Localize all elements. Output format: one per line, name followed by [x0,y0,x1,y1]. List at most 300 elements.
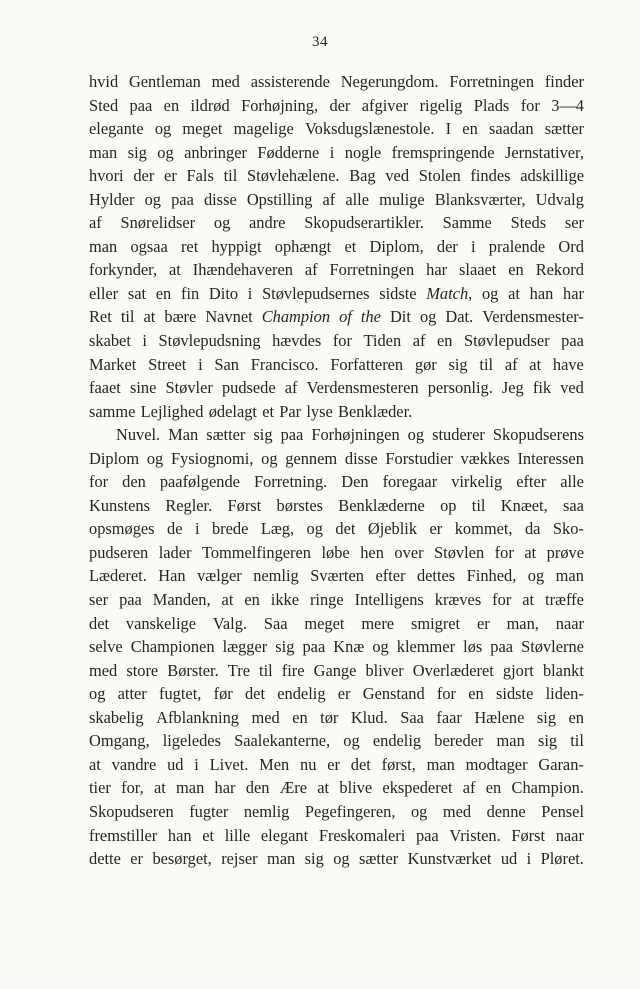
word: og [481,283,499,303]
text-line [89,211,584,235]
word: Dit [389,307,411,327]
word: mere [361,613,395,633]
word: og [144,189,161,209]
word: fin [180,283,200,303]
word: pudsede [221,378,276,398]
word: sig [536,707,557,727]
word: vanskelige [125,613,196,633]
word: der [436,236,458,256]
word: for [520,95,540,115]
word: man [176,778,205,798]
word: at [169,260,181,280]
word: the [360,307,381,327]
word: forkynder, [89,260,158,280]
word: den [122,472,146,492]
word: skabet [89,331,131,351]
word: af [284,378,298,398]
word: Ord [558,236,584,256]
word: Champion. [511,778,584,798]
word: meget [304,613,345,633]
word: er [164,166,177,186]
word: ud [500,849,518,869]
word: ret [180,236,199,256]
word: findes [470,166,511,186]
word: og [419,307,437,327]
word: Fysiognomi, [170,448,254,468]
word: hen [360,542,384,562]
word: løbe [321,542,350,562]
word: og [527,566,545,586]
word: børstes [276,495,323,515]
word: for [89,472,109,492]
word: Saa [263,613,288,633]
word: klemmer [396,637,456,657]
word: modtager [465,754,528,774]
text-line [89,117,584,141]
text-line [89,235,584,259]
text-line [89,729,584,753]
word: faar [436,707,462,727]
word: alle [560,472,584,492]
word: Interessen [517,448,584,468]
word: for [492,590,512,610]
page-number: 34 [312,34,328,50]
word: man [89,236,118,256]
word: det [89,613,110,633]
text-line [89,588,584,612]
word: Klud. [350,707,388,727]
word: dette [89,849,121,869]
word: Blanksværter, [434,189,526,209]
body-text [89,70,584,871]
word: op [440,495,457,515]
text-line [89,682,584,706]
word: Diplom, [369,236,424,256]
word: til [120,307,135,327]
word: den [245,778,270,798]
word: Stolen [418,166,461,186]
word: personlig. [427,378,493,398]
word: vælger [197,566,242,586]
word: sine [129,378,157,398]
text-line [89,659,584,683]
word: og [333,849,350,869]
word: Negerungdom. [340,72,439,91]
word: assisterende [250,72,330,91]
word: lader [158,542,192,562]
word: Først [227,495,262,515]
word: sig [448,354,468,374]
word: Knæ [333,637,365,657]
word: blive [339,778,373,798]
word: det [335,519,356,539]
word: at [317,778,330,798]
word: Forhøjning, [241,95,319,115]
word: Saa [400,707,424,727]
word: og [372,637,389,657]
text-line [89,517,584,541]
word: Forstudier [385,448,453,468]
word: et [344,236,357,256]
word: prøve [546,542,584,562]
word: skabelig [89,707,144,727]
text-line [89,141,584,165]
text-line [89,541,584,565]
word: at [522,590,535,610]
word: Benklæder. [338,401,413,421]
word: af [462,778,476,798]
word: Læg, [260,519,295,539]
word: en [436,331,453,351]
word: disse [344,448,378,468]
word: Udvalg [535,189,584,209]
word: for [494,542,514,562]
word: og [146,448,164,468]
word: pralende [488,236,546,256]
word: er [327,754,340,774]
word: foregaar [382,472,438,492]
word: fremspringende [391,142,495,162]
word: og [343,731,360,751]
word: det [244,684,266,704]
word: besørget, [152,849,212,869]
word: i [526,849,532,869]
word: af [322,189,336,209]
word: Freskomaleri [318,825,406,845]
word: Rekord [535,260,584,280]
word: man [555,566,584,586]
word: sig [304,849,324,869]
word: Livet. [209,754,249,774]
word: man [426,754,455,774]
word: efter [375,566,406,586]
word: slaaet [459,260,497,280]
text-line [89,776,584,800]
text-line [89,282,584,306]
word: Støvler [165,378,213,398]
word: Par [279,401,302,421]
word: Garan- [538,754,584,774]
word: magelige [233,119,294,139]
word: fugtet, [159,684,202,704]
word: gør [414,354,437,374]
word: sig [253,425,273,445]
word: for [332,331,352,351]
word: det [350,754,371,774]
word: et [262,401,275,421]
word: sig [275,637,295,657]
text-line [89,353,584,377]
word: sidste [379,283,417,303]
word: man [267,849,296,869]
word: Forhøjningen [311,425,400,445]
word: har [214,778,236,798]
word: af [504,354,518,374]
word: med [89,660,118,680]
word: mulige [379,189,425,209]
word: paa [490,637,514,657]
word: i [198,354,203,374]
word: Børster. [167,660,219,680]
word: nemlig [243,801,290,821]
word: Pegefingeren, [304,801,396,821]
text-line [89,753,584,777]
word: og [261,448,278,468]
word: Navnet [205,307,253,327]
word: Man [168,425,199,445]
word: en [155,283,172,303]
word: har [426,260,448,280]
word: atter [117,684,147,704]
text-line [89,70,584,94]
word: og [89,684,106,704]
word: Pløret. [540,849,584,869]
word: Han [158,566,186,586]
word: Omgang, [89,731,150,751]
word: Støvlepudsernes [262,283,370,303]
word: Regler. [165,495,213,515]
word: Overlæderet [412,660,494,680]
text-line [89,188,584,212]
word: hvid [89,72,119,91]
word: faaet [89,378,121,398]
word: Valg. [212,613,247,633]
word: til [223,166,238,186]
word: ringe [309,590,344,610]
word: Manden, [152,590,211,610]
word: bære [164,307,197,327]
word: paa [171,189,194,209]
word: rigelig [419,95,463,115]
word: at [524,542,537,562]
word: da [524,519,541,539]
word: før [213,684,233,704]
word: ligeledes [162,731,221,751]
word: der [329,95,351,115]
word: Fødderne [257,142,320,162]
word: Nuvel. [116,425,161,445]
word: er [429,519,443,539]
word: kommet, [454,519,513,539]
word: Sværten [310,566,364,586]
word: Bag [349,166,376,186]
word: ekspederet [382,778,453,798]
word: Jernstativer, [504,142,584,162]
word: at [529,354,542,374]
word: I [445,119,452,139]
word: Champion [261,307,331,327]
word: til [479,354,494,374]
word: rejser [221,849,258,869]
word: lille [224,825,251,845]
word: nu [300,754,317,774]
word: vandre [111,754,157,774]
word: paa [129,95,153,115]
word: er [337,684,351,704]
word: en [485,778,502,798]
word: elegant [260,825,309,845]
word: Jeg [501,378,524,398]
word: med [442,801,472,821]
word: Ære [279,778,307,798]
word: adskillige [520,166,584,186]
text-line [89,329,584,353]
word: kræves [434,590,482,610]
word: Steds [510,213,547,233]
word: opsmøges [89,519,155,539]
word: nemlig [253,566,299,586]
word: Verdensmesteren [306,378,419,398]
word: Forretningen [449,72,535,91]
word: og [157,142,174,162]
word: Dat. [445,307,474,327]
word: ser [89,590,109,610]
word: alle [345,189,369,209]
word: ildrød [190,95,230,115]
word: smigret [410,613,461,633]
word: Læderet. [89,566,147,586]
word: ved [560,378,584,398]
word: Ret [89,307,112,327]
word: fik [532,378,552,398]
word: for, [121,778,144,798]
word: sætter [206,425,246,445]
word: Støvlehælene. [247,166,340,186]
word: Plads [473,95,510,115]
word: Afblankning [156,707,239,727]
word: Først [511,825,546,845]
text-line [89,305,584,329]
word: en [568,707,584,727]
word: en [163,95,180,115]
word: Match, [426,283,473,303]
word: lægger [222,637,268,657]
word: Den [341,472,369,492]
word: Tiden [363,331,402,351]
word: Forfatteren [330,354,404,374]
text-line [89,376,584,400]
text-line [89,494,584,518]
word: endelig [372,731,422,751]
word: eller [89,283,119,303]
word: Voksdugslænestole. [304,119,435,139]
text-line [89,847,584,871]
word: disse [203,189,237,209]
word: at [153,778,166,798]
word: endelig [277,684,326,704]
word: Sko- [552,519,584,539]
word: Forretning. [253,472,328,492]
word: ophængt [274,236,332,256]
word: Støvlen [434,542,485,562]
word: Saalekanterne, [234,731,331,751]
word: og [410,801,428,821]
word: sidste [496,684,534,704]
word: i [142,331,147,351]
word: bliver [365,660,404,680]
word: Knæet, [500,495,548,515]
word: selve [89,637,123,657]
word: med [211,72,240,91]
word: han [529,283,554,303]
word: ved [385,166,410,186]
word: paa [119,590,142,610]
word: i [194,754,199,774]
word: denne [486,801,526,821]
word: Forretningen [329,260,415,280]
word: at [89,754,101,774]
word: paa [280,425,304,445]
word: virkelig [451,472,503,492]
word: gjort [502,660,534,680]
word: have [552,354,584,374]
word: lyse [306,401,333,421]
word: afgiver [361,95,409,115]
word: Hylder [89,189,135,209]
word: samme [89,401,136,421]
word: til [570,731,584,751]
word: Finhed, [466,566,517,586]
word: hævdes [272,331,322,351]
word: at [221,590,234,610]
word: Støvlepudser [464,331,550,351]
word: over [394,542,424,562]
word: et [202,825,215,845]
text-line [89,258,584,282]
word: elegante [89,119,144,139]
word: of [339,307,352,327]
text-line [89,824,584,848]
word: San [214,354,239,374]
word: finder [544,72,584,91]
word: anbringer [184,142,247,162]
word: saadan [488,119,534,139]
word: Diplom [89,448,140,468]
word: paa [302,637,326,657]
word: Hælene [474,707,525,727]
word: Street [148,354,187,374]
word: af [89,213,102,233]
word: sat [127,283,147,303]
word: de [167,519,183,539]
word: paafølgende [159,472,240,492]
word: i [247,283,253,303]
word: blankt [542,660,584,680]
word: Intelligens [354,590,424,610]
word: for [436,684,457,704]
word: 3—4 [551,95,584,115]
word: en [244,590,260,610]
word: Sted [89,95,119,115]
word: en [508,260,524,280]
word: man, [506,613,539,633]
word: Fals [186,166,214,186]
word: at [143,307,156,327]
word: ødelagt [208,401,257,421]
word: en [292,707,308,727]
word: Gentleman [128,72,201,91]
word: hyppigt [211,236,262,256]
text-line [89,470,584,494]
word: i [329,142,335,162]
word: han [167,825,192,845]
text-line [89,706,584,730]
word: i [471,236,476,256]
text-line [89,164,584,188]
word: sig [127,142,147,162]
word: og [306,519,323,539]
word: fugter [189,801,229,821]
